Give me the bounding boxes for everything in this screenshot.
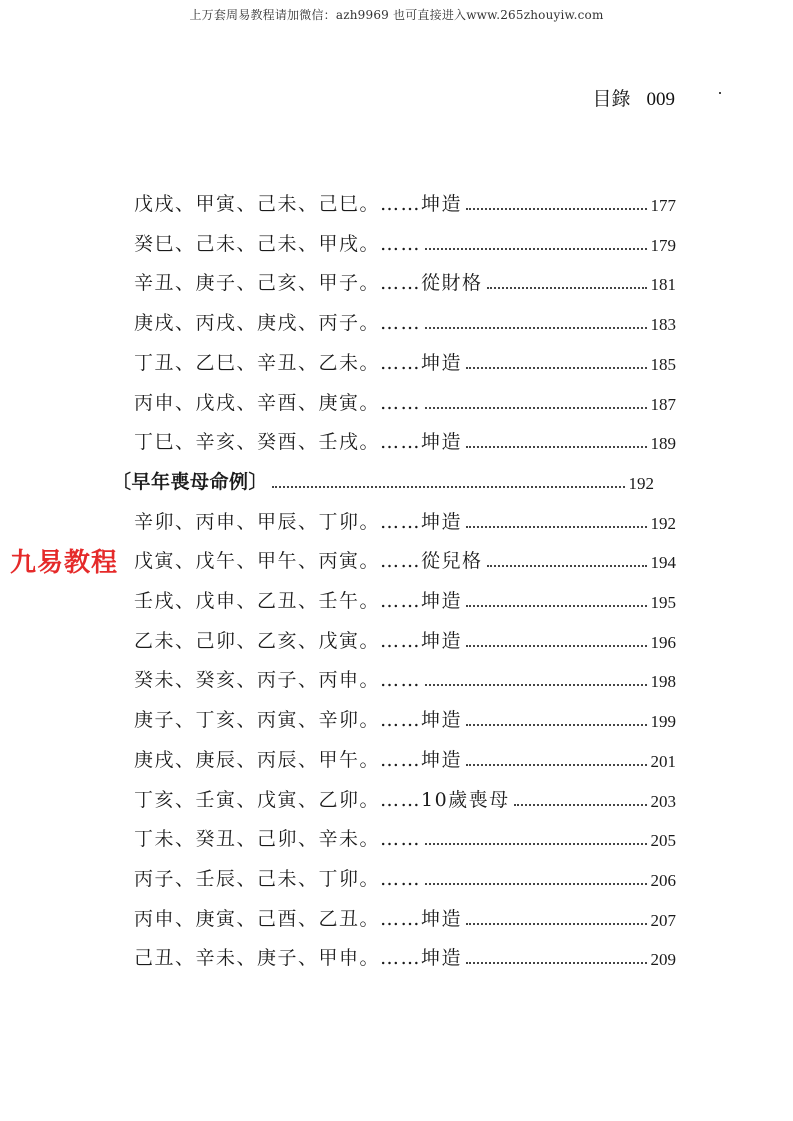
toc-entry[interactable] [134,543,676,573]
dot-leader [466,526,646,528]
dot-leader [487,287,647,289]
entry-title: 丙申、戊戌、辛酉、庚寅。…… [134,391,422,414]
dot-leader [425,883,646,885]
dot-leader [466,962,646,964]
toc-entry[interactable] [134,583,676,613]
toc-entry[interactable] [134,305,676,335]
entry-title: 壬戌、戊申、乙丑、壬午。……坤造 [134,590,463,612]
entry-title: 丁丑、乙巳、辛丑、乙未。……坤造 [134,351,463,374]
entry-page-number: 205 [650,831,676,851]
chapter-title: 目錄 [592,88,631,110]
toc-entry[interactable] [134,821,676,851]
entry-title: 〔早年喪母命例〕 [112,470,269,493]
entry-title: 丁未、癸丑、己卯、辛未。…… [134,828,422,851]
toc-section-heading[interactable] [112,464,654,494]
dot-leader [466,605,646,607]
entry-page-number: 207 [650,910,676,930]
entry-page-number: 198 [650,672,676,692]
entry-title: 丁巳、辛亥、癸酉、壬戌。……坤造 [134,431,463,454]
dot-leader [425,407,646,409]
toc-entry[interactable] [134,424,676,454]
dot-leader [272,486,624,488]
entry-title: 乙未、己卯、乙亥、戊寅。……坤造 [134,629,463,652]
entry-page-number: 194 [650,553,676,573]
toc-entry[interactable] [134,662,676,692]
toc-entry[interactable] [134,940,676,970]
dot-leader [466,645,646,647]
toc-entry[interactable] [134,861,676,891]
dot-leader [425,327,646,329]
entry-title: 庚戌、丙戌、庚戌、丙子。…… [134,312,422,335]
entry-page-number: 183 [650,315,676,335]
entry-title: 庚子、丁亥、丙寅、辛卯。……坤造 [134,709,463,732]
toc-entry[interactable] [134,265,676,295]
toc-entry[interactable] [134,702,676,732]
entry-page-number: 196 [650,632,676,652]
entry-page-number: 192 [628,473,654,493]
entry-title: 丙申、庚寅、己酉、乙丑。……坤造 [134,907,463,930]
entry-title: 辛卯、丙申、甲辰、丁卯。……坤造 [134,510,463,533]
toc-entry[interactable] [134,226,676,256]
entry-page-number: 187 [650,394,676,414]
entry-page-number: 203 [650,791,676,811]
dot-leader [466,923,646,925]
entry-title: 庚戌、庚辰、丙辰、甲午。……坤造 [134,748,463,771]
entry-title: 癸巳、己未、己未、甲戌。…… [134,232,422,255]
toc-entry[interactable] [134,742,676,772]
dot-leader [466,367,646,369]
toc-entry[interactable] [134,186,676,216]
entry-page-number: 206 [650,870,676,890]
dot-leader [466,208,646,210]
entry-title: 己丑、辛未、庚子、甲申。……坤造 [134,947,463,970]
entry-title: 丙子、壬辰、己未、丁卯。…… [134,867,422,890]
entry-page-number: 185 [650,354,676,374]
toc-entry[interactable] [134,345,676,375]
entry-page-number: 189 [650,434,676,454]
entry-page-number: 199 [650,712,676,732]
toc-entry[interactable] [134,901,676,931]
toc-entry[interactable] [134,385,676,415]
entry-title: 戊戌、甲寅、己未、己巳。……坤造 [134,193,463,215]
entry-title: 丁亥、壬寅、戊寅、乙卯。……10歲喪母 [134,788,510,811]
toc-entry[interactable] [134,504,676,534]
dot-leader [487,565,647,567]
entry-page-number: 209 [650,950,676,970]
dot-leader [466,764,646,766]
entry-title: 辛丑、庚子、己亥、甲子。……從財格 [134,272,483,295]
entry-page-number: 195 [650,593,676,612]
dot-leader [514,804,647,806]
dot-leader [425,684,646,686]
entry-page-number: 181 [650,275,676,295]
toc-entry[interactable] [134,623,676,653]
dot-leader [466,724,646,726]
dot-leader [425,248,646,250]
scan-dot [719,92,721,94]
entry-page-number: 192 [650,513,676,533]
entry-page-number: 177 [650,196,676,215]
watermark-logo: 九易教程 [8,542,120,579]
dot-leader [466,446,646,448]
entry-page-number: 179 [650,235,676,255]
entry-title: 戊寅、戊午、甲午、丙寅。……從兒格 [134,550,483,573]
entry-title: 癸未、癸亥、丙子、丙申。…… [134,669,422,692]
running-head [592,84,675,111]
dot-leader [425,843,646,845]
toc-entry[interactable] [134,782,676,812]
header-banner: 上万套周易教程请加微信：azh9969 也可直接进入www.265zhouyiw.com [189,8,604,22]
page-number: 009 [646,89,675,110]
entry-page-number: 201 [650,751,676,771]
